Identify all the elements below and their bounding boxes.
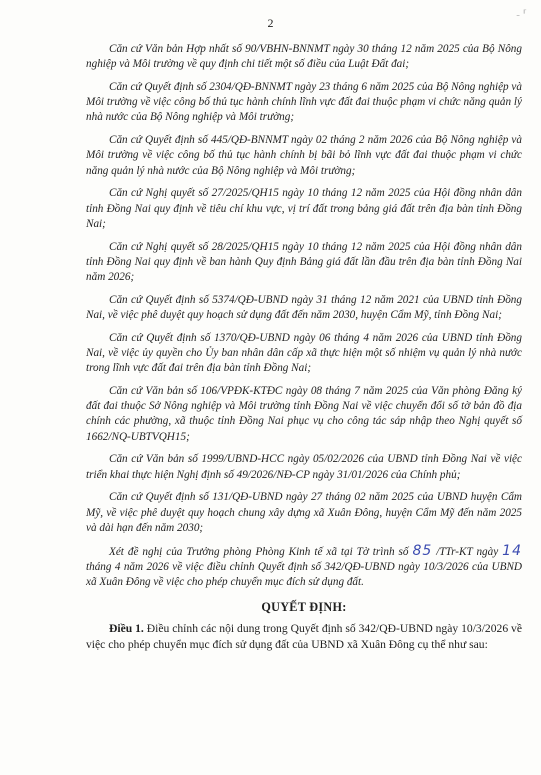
handwritten-number: 85 [412, 542, 433, 559]
proposal-text-b: /TTr-KT ngày [432, 545, 503, 558]
legal-basis-2: Căn cứ Quyết định số 2304/QĐ-BNNMT ngày 23 tháng 6 năm 2025 của Bộ Nông nghiệp và Môi trường về việc công bố thủ tục hành chính lĩnh vực đất đai thuộc phạm vi chức năng quản lý nhà nước của Bộ Nông nghiệp và Môi trường; [86, 81, 522, 124]
document-body [86, 42, 522, 652]
legal-basis-1: Căn cứ Văn bản Hợp nhất số 90/VBHN-BNNMT ngày 30 tháng 12 năm 2025 của Bộ Nông nghiệp và Môi trường về quy định chi tiết một số điều của Luật Đất đai; [86, 43, 522, 71]
proposal-paragraph [86, 544, 522, 591]
legal-basis-9: Căn cứ Văn bản số 1999/UBND-HCC ngày 05/02/2026 của UBND tỉnh Đồng Nai về việc triển khai thực hiện Nghị định số 49/2026/NĐ-CP ngày 31/01/2026 của Chính phủ; [86, 453, 522, 481]
legal-basis-4: Căn cứ Nghị quyết số 27/2025/QH15 ngày 10 tháng 12 năm 2025 của Hội đồng nhân dân tỉnh Đồng Nai quy định về tiêu chí khu vực, vị trí đất trong bảng giá đất trên địa bàn tỉnh Đồng Nai; [86, 187, 522, 230]
legal-basis-7: Căn cứ Quyết định số 1370/QĐ-UBND ngày 06 tháng 4 năm 2026 của UBND tỉnh Đồng Nai, về việc ủy quyền cho Ủy ban nhân dân cấp xã thực hiện một số nhiệm vụ quản lý nhà nước trong lĩnh vực đất đai trên địa bàn tỉnh Đồng Nai; [86, 331, 522, 375]
corner-mark: - ⸢ [516, 9, 527, 21]
legal-basis-5: Căn cứ Nghị quyết số 28/2025/QH15 ngày 10 tháng 12 năm 2025 của Hội đồng nhân dân tỉnh Đồng Nai quy định về ban hành Quy định Bảng giá đất lần đầu trên địa bàn tỉnh Đồng Nai năm 2026; [86, 240, 522, 284]
decision-title: QUYẾT ĐỊNH: [261, 600, 347, 615]
page-number: 2 [267, 16, 274, 30]
article-1-label: Điều 1. [109, 622, 144, 636]
handwritten-day: 14 [502, 542, 522, 559]
legal-basis-8: Căn cứ Văn bản số 106/VPĐK-KTĐC ngày 08 tháng 7 năm 2025 của Văn phòng Đăng ký đất đai thuộc Sở Nông nghiệp và Môi trường tỉnh Đồng Nai về việc chuyển đổi số tờ bản đồ địa chính các phường, xã thuộc tỉnh Đồng Nai phục vụ cho công tác sáp nhập theo Nghị quyết số 1662/NQ-UBTVQH15; [86, 385, 522, 443]
legal-basis-10: Căn cứ Quyết định số 131/QĐ-UBND ngày 27 tháng 02 năm 2025 của UBND huyện Cẩm Mỹ, về việc phê duyệt quy hoạch chung xây dựng xã Xuân Đông, huyện Cẩm Mỹ đến năm 2025 và dài hạn đến năm 2030; [86, 491, 522, 534]
article-1-text: Điều chỉnh các nội dung trong Quyết định số 342/QĐ-UBND ngày 10/3/2026 về việc cho phép chuyển mục đích sử dụng đất của UBND xã Xuân Đông cụ thể như sau: [86, 622, 523, 651]
legal-basis-6: Căn cứ Quyết định số 5374/QĐ-UBND ngày 31 tháng 12 năm 2021 của UBND tỉnh Đồng Nai, về việc phê duyệt quy hoạch sử dụng đất đến năm 2030, huyện Cẩm Mỹ, tỉnh Đồng Nai; [86, 293, 522, 322]
article-1 [86, 621, 522, 652]
legal-basis-3: Căn cứ Quyết định số 445/QĐ-BNNMT ngày 02 tháng 2 năm 2026 của Bộ Nông nghiệp và Môi trường về việc công bố thủ tục hành chính bị bãi bỏ lĩnh vực đất đai thuộc phạm vi chức năng quản lý nhà nước của Bộ Nông nghiệp và Môi trường; [86, 134, 522, 177]
proposal-text-a: Xét đề nghị của Trưởng phòng Phòng Kinh tế xã tại Tờ trình số [109, 545, 413, 558]
proposal-text-c: tháng 4 năm 2026 về việc điều chỉnh Quyết định số 342/QĐ-UBND ngày 10/3/2026 của UBND xã Xuân Đông về việc cho phép chuyển mục đích sử dụng đất. [86, 560, 522, 589]
